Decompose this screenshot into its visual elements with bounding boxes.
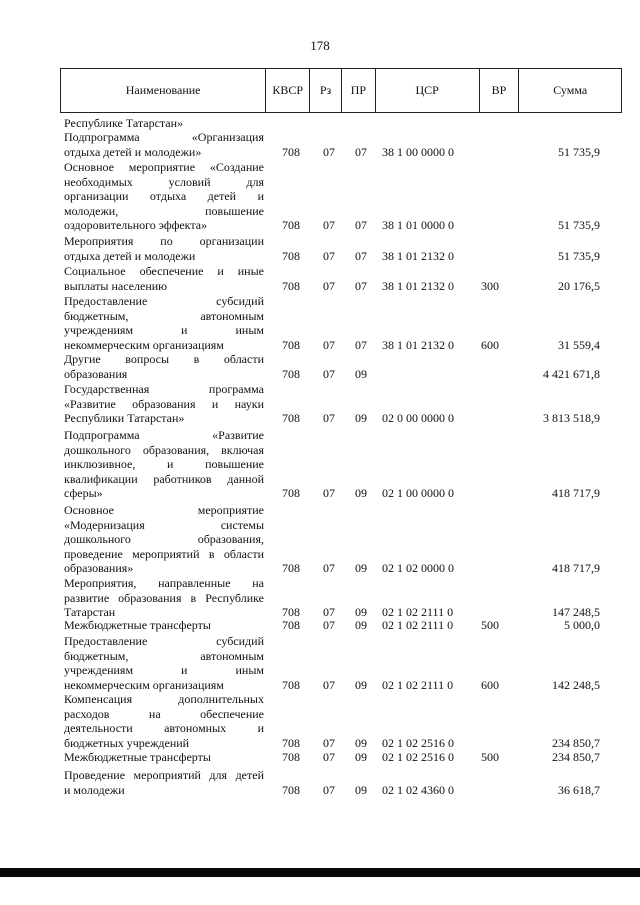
row-name-line: дошкольного образования, <box>64 532 264 547</box>
cell-kvsr: 708 <box>282 618 300 632</box>
cell-sum: 234 850,7 <box>552 735 600 750</box>
column-header-vr: ВР <box>480 69 520 112</box>
cell-pr: 09 <box>355 411 367 426</box>
cell-sum: 418 717,9 <box>552 561 600 576</box>
cell-vr: 600 <box>481 337 499 352</box>
row-name <box>64 576 264 620</box>
cell-pr: 07 <box>355 218 367 233</box>
cell-vr: 600 <box>481 677 499 692</box>
cell-pr: 09 <box>355 782 367 797</box>
row-name-line: Подпрограмма «Развитие <box>64 428 264 442</box>
table-row <box>0 382 640 426</box>
cell-pr: 09 <box>355 486 367 501</box>
cell-sum: 418 717,9 <box>552 486 600 501</box>
table-row <box>0 352 640 381</box>
cell-pr: 09 <box>355 677 367 692</box>
cell-rz: 07 <box>323 618 335 632</box>
row-name-line: сферы» <box>64 486 103 501</box>
cell-csr: 02 1 02 2111 0 <box>382 605 454 620</box>
row-name-line: некоммерческим организациям <box>64 677 224 692</box>
cell-sum: 51 735,9 <box>558 248 600 263</box>
row-name-line: Предоставление субсидий <box>64 294 264 308</box>
row-name-line: бюджетных учреждений <box>64 735 190 750</box>
row-name-line: Республики Татарстан» <box>64 411 185 426</box>
cell-csr: 02 0 00 0000 0 <box>382 411 454 426</box>
cell-pr: 07 <box>355 278 367 293</box>
row-name-line: Межбюджетные трансферты <box>64 618 211 632</box>
cell-rz: 07 <box>323 782 335 797</box>
cell-csr: 38 1 01 2132 0 <box>382 337 454 352</box>
row-name <box>64 352 264 381</box>
row-name <box>64 382 264 426</box>
cell-pr: 09 <box>355 735 367 750</box>
cell-sum: 51 735,9 <box>558 144 600 159</box>
row-name-line: и молодежи <box>64 782 125 797</box>
row-name-line: молодежи, повышение <box>64 203 264 218</box>
row-name-line: «Развитие образования и науки <box>64 396 264 411</box>
row-name <box>64 428 264 501</box>
column-header-kvsr: КВСР <box>266 69 310 112</box>
cell-sum: 51 735,9 <box>558 218 600 233</box>
row-name <box>64 160 264 233</box>
scan-edge-bar <box>0 868 640 877</box>
row-name-line: расходов на обеспечение <box>64 706 264 721</box>
column-header-csr: ЦСР <box>376 69 480 112</box>
row-name-line: Основное мероприятие <box>64 503 264 517</box>
row-name-line: учреждениям и иным <box>64 663 264 678</box>
cell-pr: 09 <box>355 366 367 381</box>
row-name-line: оздоровительного эффекта» <box>64 218 208 233</box>
cell-sum: 142 248,5 <box>552 677 600 692</box>
cell-kvsr: 708 <box>282 248 300 263</box>
row-name-line: Татарстан <box>64 605 116 620</box>
cell-kvsr: 708 <box>282 218 300 233</box>
row-name-line: Социальное обеспечение и иные <box>64 264 264 278</box>
table-row <box>0 428 640 501</box>
column-header-name: Наименование <box>61 69 266 112</box>
cell-csr: 38 1 01 0000 0 <box>382 218 454 233</box>
cell-pr: 09 <box>355 618 367 632</box>
row-name-line: Межбюджетные трансферты <box>64 750 211 764</box>
row-name <box>64 618 264 633</box>
cell-pr: 07 <box>355 248 367 263</box>
table-row <box>0 692 640 750</box>
cell-csr: 02 1 02 0000 0 <box>382 561 454 576</box>
cell-csr: 02 1 02 2111 0 <box>382 677 454 692</box>
cell-kvsr: 708 <box>282 750 300 764</box>
cell-pr: 09 <box>355 561 367 576</box>
row-name <box>64 130 264 159</box>
row-name <box>64 116 264 131</box>
row-name-line: Другие вопросы в области <box>64 352 264 366</box>
cell-rz: 07 <box>323 486 335 501</box>
cell-rz: 07 <box>323 750 335 764</box>
cell-pr: 09 <box>355 605 367 620</box>
row-name <box>64 503 264 576</box>
cell-sum: 31 559,4 <box>558 337 600 352</box>
row-name-line: учреждениям и иным <box>64 323 264 338</box>
row-name-line: выплаты населению <box>64 278 168 293</box>
row-name-line: необходимых условий для <box>64 174 264 189</box>
row-name-line: Республике Татарстан» <box>64 116 184 130</box>
cell-sum: 36 618,7 <box>558 782 600 797</box>
row-name-line: бюджетным, автономным <box>64 648 264 663</box>
cell-rz: 07 <box>323 144 335 159</box>
cell-csr: 02 1 00 0000 0 <box>382 486 454 501</box>
row-name-line: квалификации работников данной <box>64 471 264 486</box>
row-name-line: Государственная программа <box>64 382 264 396</box>
cell-csr: 02 1 02 2516 0 <box>382 750 454 764</box>
row-name <box>64 768 264 797</box>
cell-kvsr: 708 <box>282 486 300 501</box>
cell-kvsr: 708 <box>282 366 300 381</box>
row-name <box>64 294 264 352</box>
column-header-sum: Сумма <box>553 83 588 97</box>
table-row <box>0 768 640 797</box>
cell-kvsr: 708 <box>282 677 300 692</box>
row-name-line: Проведение мероприятий для детей <box>64 768 264 782</box>
cell-pr: 07 <box>355 337 367 352</box>
table-row <box>0 130 640 159</box>
row-name-line: некоммерческим организациям <box>64 337 224 352</box>
row-name-line: отдыха детей и молодежи <box>64 248 196 263</box>
row-name <box>64 750 264 765</box>
row-name-line: отдыха детей и молодежи» <box>64 144 202 159</box>
cell-rz: 07 <box>323 561 335 576</box>
table-row <box>0 576 640 620</box>
row-name-line: проведение мероприятий в области <box>64 546 264 561</box>
cell-pr: 09 <box>355 750 367 764</box>
row-name-line: Компенсация дополнительных <box>64 692 264 706</box>
row-name <box>64 692 264 750</box>
table-row <box>0 160 640 233</box>
row-name-line: деятельности автономных и <box>64 721 264 736</box>
row-name <box>64 234 264 263</box>
cell-rz: 07 <box>323 605 335 620</box>
cell-kvsr: 708 <box>282 735 300 750</box>
column-header-rz: Рз <box>310 69 342 112</box>
row-name <box>64 634 264 692</box>
row-name-line: образования <box>64 366 128 381</box>
row-name <box>64 264 264 293</box>
row-name-line: развитие образования в Республике <box>64 590 264 605</box>
cell-csr: 38 1 01 2132 0 <box>382 278 454 293</box>
row-name-line: бюджетным, автономным <box>64 308 264 323</box>
cell-csr: 38 1 01 2132 0 <box>382 248 454 263</box>
cell-kvsr: 708 <box>282 337 300 352</box>
row-name-line: Мероприятия, направленные на <box>64 576 264 590</box>
cell-rz: 07 <box>323 278 335 293</box>
cell-sum: 20 176,5 <box>558 278 600 293</box>
cell-sum: 234 850,7 <box>552 750 600 764</box>
table-row <box>0 634 640 692</box>
row-name-line: организации отдыха детей и <box>64 189 264 204</box>
cell-vr: 300 <box>481 278 499 293</box>
cell-sum: 3 813 518,9 <box>543 411 600 426</box>
table-row <box>0 294 640 352</box>
row-name-line: инклюзивное, и повышение <box>64 457 264 472</box>
table-row <box>0 264 640 293</box>
cell-rz: 07 <box>323 677 335 692</box>
table-row <box>0 234 640 263</box>
row-name-line: Основное мероприятие «Создание <box>64 160 264 174</box>
table-row <box>0 750 640 765</box>
cell-rz: 07 <box>323 218 335 233</box>
cell-csr: 02 1 02 2516 0 <box>382 735 454 750</box>
cell-sum: 4 421 671,8 <box>543 366 600 381</box>
cell-kvsr: 708 <box>282 782 300 797</box>
cell-csr: 38 1 00 0000 0 <box>382 144 454 159</box>
cell-csr: 02 1 02 2111 0 <box>382 618 454 632</box>
cell-rz: 07 <box>323 248 335 263</box>
cell-vr: 500 <box>481 618 499 632</box>
cell-kvsr: 708 <box>282 605 300 620</box>
cell-rz: 07 <box>323 735 335 750</box>
cell-pr: 07 <box>355 144 367 159</box>
row-name-line: Подпрограмма «Организация <box>64 130 264 144</box>
row-name-line: Мероприятия по организации <box>64 234 264 248</box>
table-row <box>0 116 640 131</box>
row-name-line: Предоставление субсидий <box>64 634 264 648</box>
row-name-line: дошкольного образования, включая <box>64 442 264 457</box>
cell-csr: 02 1 02 4360 0 <box>382 782 454 797</box>
cell-vr: 500 <box>481 750 499 764</box>
column-header-pr: ПР <box>342 69 376 112</box>
cell-sum: 5 000,0 <box>564 618 600 632</box>
cell-rz: 07 <box>323 337 335 352</box>
cell-kvsr: 708 <box>282 144 300 159</box>
cell-sum: 147 248,5 <box>552 605 600 620</box>
table-row <box>0 618 640 633</box>
table-row <box>0 503 640 576</box>
cell-kvsr: 708 <box>282 561 300 576</box>
cell-rz: 07 <box>323 366 335 381</box>
cell-kvsr: 708 <box>282 278 300 293</box>
row-name-line: образования» <box>64 561 134 576</box>
page-number: 178 <box>310 38 330 53</box>
cell-kvsr: 708 <box>282 411 300 426</box>
row-name-line: «Модернизация системы <box>64 517 264 532</box>
cell-rz: 07 <box>323 411 335 426</box>
